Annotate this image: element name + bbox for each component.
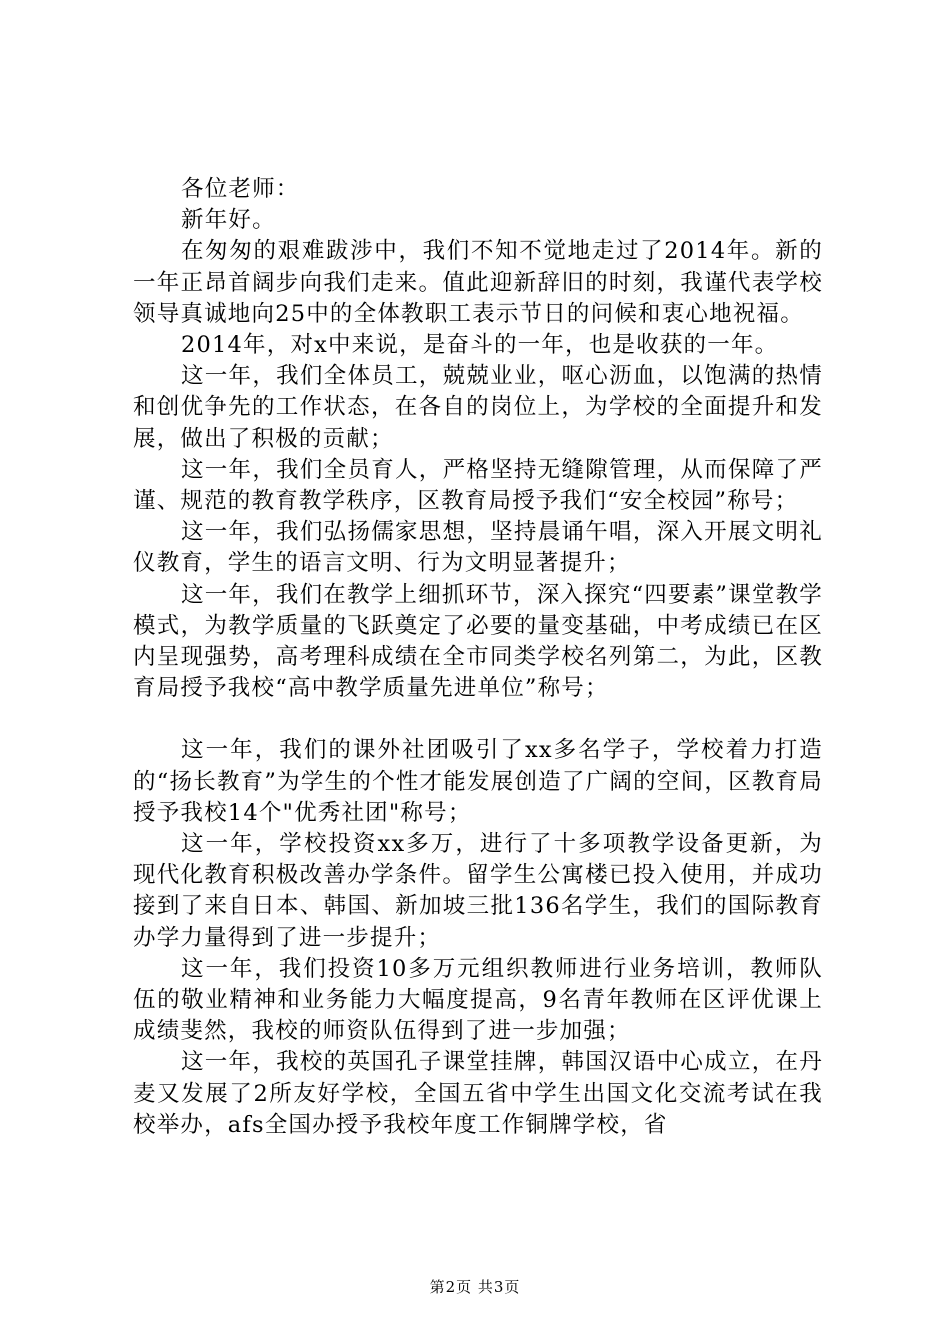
paragraph: 这一年，我校的英国孔子课堂挂牌，韩国汉语中心成立，在丹麦又发展了2所友好学校，全国五省中学生出国文化交流考试在我校举办，afs全国办授予我校年度工作铜牌学校，省 [133, 1049, 823, 1138]
paragraph: 这一年，我们的课外社团吸引了xx多名学子，学校着力打造的“扬长教育”为学生的个性才能发展创造了广阔的空间，区教育局授予我校14个"优秀社团"称号； [133, 737, 823, 826]
paragraph: 这一年，我们在教学上细抓环节，深入探究“四要素”课堂教学模式，为教学质量的飞跃奠定了必要的量变基础，中考成绩已在区内呈现强势，高考理科成绩在全市同类学校名列第二，为此，区教育局授予我校“高中教学质量先进单位”称号； [133, 581, 823, 702]
paragraph: 这一年，我们全员育人，严格坚持无缝隙管理，从而保障了严谨、规范的教育教学秩序，区教育局授予我们“安全校园”称号； [133, 456, 823, 515]
paragraph: 这一年，学校投资xx多万，进行了十多项教学设备更新，为现代化教育积极改善办学条件。留学生公寓楼已投入使用，并成功接到了来自日本、韩国、新加坡三批136名学生，我们的国际教育办学力量得到了进一步提升； [133, 831, 823, 951]
paragraph: 这一年，我们投资10多万元组织教师进行业务培训，教师队伍的敬业精神和业务能力大幅度提高，9名青年教师在区评优课上成绩斐然，我校的师资队伍得到了进一步加强； [133, 955, 823, 1045]
paragraph: 在匆匆的艰难跋涉中，我们不知不觉地走过了2014年。新的一年正昂首阔步向我们走来。值此迎新辞旧的时刻，我谨代表学校领导真诚地向25中的全体教职工表示节日的问候和衷心地祝福。 [133, 238, 823, 327]
section-after-break [133, 735, 823, 1141]
paragraph: 2014年，对x中来说，是奋斗的一年，也是收获的一年。 [181, 332, 779, 359]
page-number-label: 第2页 共3页 [429, 1278, 521, 1296]
salutation: 各位老师： [181, 176, 300, 202]
section-before-break [133, 174, 823, 704]
greeting: 新年好。 [181, 207, 276, 234]
document-body [133, 174, 823, 1141]
page-footer [0, 1277, 950, 1297]
blank-line [133, 704, 823, 735]
paragraph: 这一年，我们全体员工，兢兢业业，呕心沥血，以饱满的热情和创优争先的工作状态，在各自的岗位上，为学校的全面提升和发展，做出了积极的贡献； [133, 363, 823, 452]
paragraph: 这一年，我们弘扬儒家思想，坚持晨诵午唱，深入开展文明礼仪教育，学生的语言文明、行为文明显著提升； [133, 519, 823, 577]
